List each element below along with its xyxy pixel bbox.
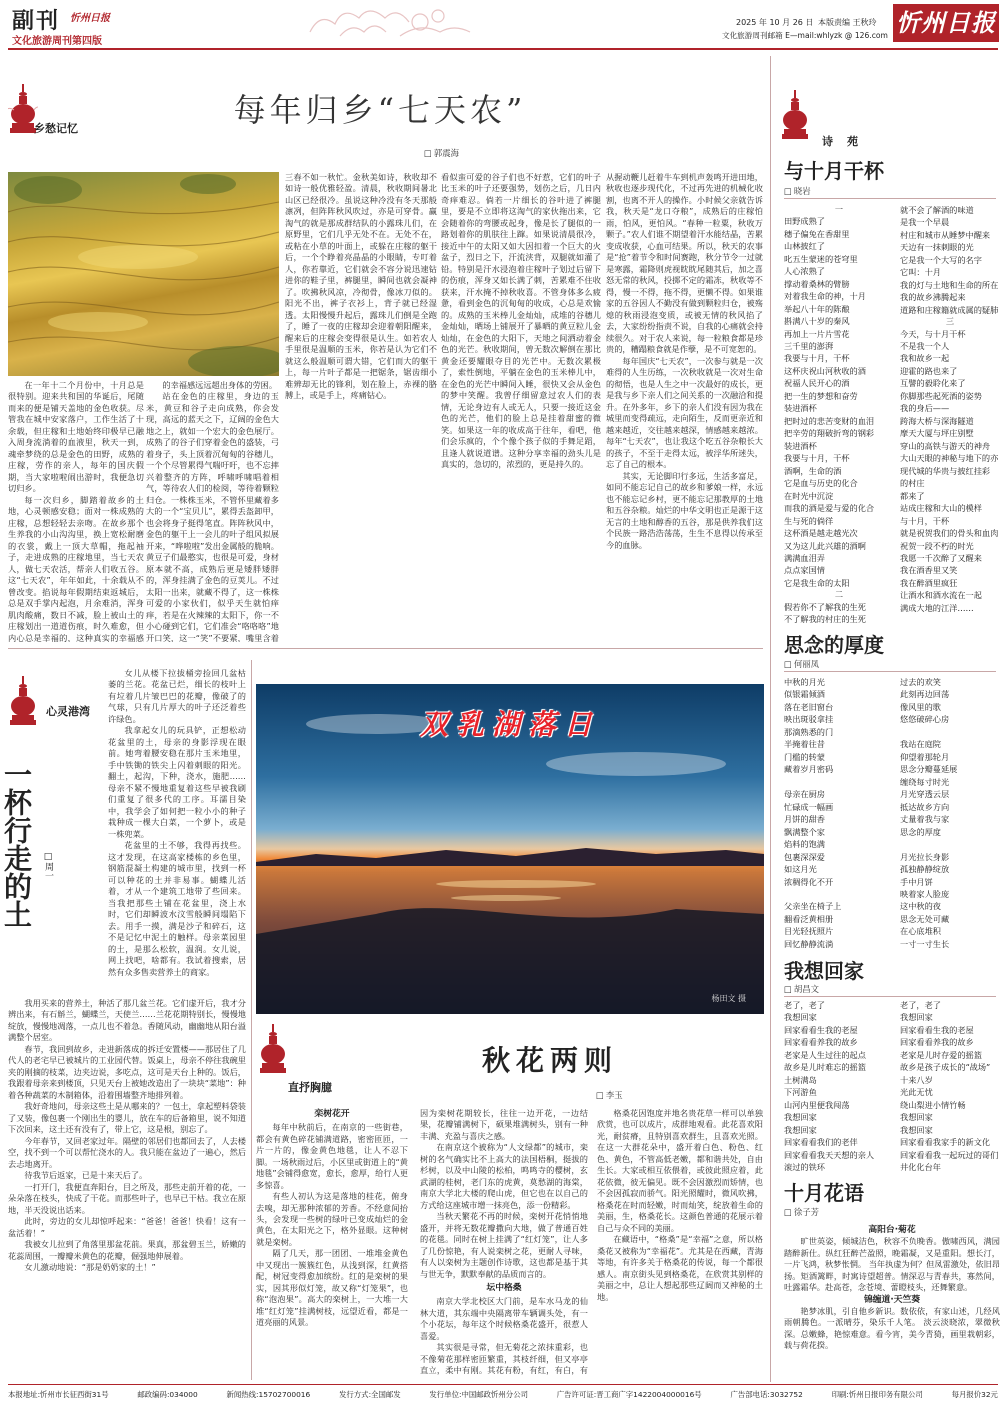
poem3-right-line: 井化化台年 bbox=[900, 1162, 941, 1173]
poem-title-ganbei: 与十月干杯 bbox=[784, 159, 884, 183]
zhizhi-para-2-1: 南京大学北校区大门前，是车水马龙的仙林大道，其东端中央隔离带车辆调头处，有一个小花坛，每年这个时候格桑花盛开，很惹人喜爱。 bbox=[420, 1296, 588, 1341]
poem1-left-line: 对着我生命的神，十月 bbox=[784, 291, 866, 302]
poem1-left-line: 又为这儿此兴雄的酒啊 bbox=[784, 540, 866, 551]
poem2-left-line: 翻看泛黄相册 bbox=[784, 913, 834, 924]
poem2-left-line: 半掩着往昔 bbox=[784, 739, 825, 750]
poem3-left-line: 土树满岛 bbox=[784, 1074, 817, 1085]
xinling-para-4: 我用买来的营养土，种活了那几盆兰花。它们虚开后，我才分辨出来，有石斛兰，蝴蝶兰，天使兰……兰花花期特别长，慢慢地绽放，慢慢地凋落，一点儿也不着急。香随风动，幽幽地从阳台溢满整个居室。 bbox=[8, 998, 246, 1043]
poem1-right3-line: 不是我一个人 bbox=[900, 341, 950, 351]
poem3-right-line: 回家看看我家手的新文化 bbox=[900, 1137, 991, 1148]
poem1-right3-line: 你脚那些起死酒的姿势 bbox=[900, 390, 982, 401]
poem2-left-line: 映出斑驳拿挂 bbox=[784, 714, 834, 725]
poem2-left-line: 回忆静静流淌 bbox=[784, 938, 834, 949]
xinling-para-10: 一打开门，我便直奔阳台，目之所及，那些走前开着的花，一朵朵落在枝头，快成了干花。而那些叶子，也早已干枯。我立在原地，半天没说出话来。 bbox=[8, 1181, 246, 1215]
poem-author-ganbei: □ 晓岩 bbox=[784, 186, 811, 198]
poem1-right3-line: 今天，与十月干杯 bbox=[900, 328, 966, 339]
poem1-right3-line: 祝贺一段不朽的时光 bbox=[900, 540, 974, 551]
footer-item: 邮政编码:034000 bbox=[137, 1390, 198, 1399]
poem3-left-line: 回家看看我们的老伴 bbox=[784, 1137, 858, 1148]
zhizhi-para-1-3: 隔了几天，那一团团、一堆堆金黄色中又现出一簇簇红色，从浅到深，红黄搭配，树冠变得愈加缤纷。红的是栾树的果实，因其形似灯笼，故又称“灯笼果”，也称“泡泡果”。高大的栾树上，一大堆一大堆“红灯笼”挂满树枝，远望近看，都是一道亮丽的风景。 bbox=[256, 1248, 408, 1328]
poem2-right-line: 映着家人脸庞 bbox=[900, 888, 950, 899]
poem2-right-line: 孤独静静绽放 bbox=[900, 864, 950, 875]
issue-date: 2025 年 10 月 26 日 bbox=[736, 18, 814, 27]
poem1-right-line: 道路和庄稼籍就成属的疑肺 bbox=[900, 304, 999, 315]
poem2-right-line: 这中秋的夜 bbox=[900, 901, 941, 912]
poem-author-huijia: □ 胡昌文 bbox=[784, 984, 819, 996]
poem2-right-line: 一寸一寸生长 bbox=[900, 938, 950, 949]
poem1-left-line: 再加上一片片雪花 bbox=[784, 328, 850, 339]
xiangchou-para-3b: 三春不如一秋忙。金秋美如诗，秋收却不如诗一般优雅轻盈。清晨，秋收期间暑北山区已经很冷。虽说这种冷没有冬天那般凛冽，但阵阵秋风吹过，亦是可穿骨。赢淘气的就是那成群结队的小露珠儿们，在原野里，它们几乎无处不在。无处不在，或粘在小草的叶面上，或躲在庄稼的躯干后，一个个睁着亮晶晶的小眼睛，专叮着人，你若靠近，它们就会不容分说迅速钻进你的鞋子里，裤腿里，瞬间也就会凝神了。吹拂秋风凉，冷彻骨，像冰刀似的。阳光不出，裤子衣衫上，背子就已经湿透。太阳慢慢升起后，露珠儿们倒是全跑了，睡了一夜的庄稼却会迎着朝阳醒来，醒来后的庄稼会变得很是认生。如若农人手里很是温顺的玉米，你若是认为它们不就这么般温顺可谓大错，它们而大的躯干上，每一片叶子都是一把锯条，锯齿细小难辨却无比的锋利，划在脸上，赤裸的胳膊上，或是手上，疼痛钻心。 bbox=[285, 172, 437, 401]
footer-item: 发行单位:中国邮政忻州分公司 bbox=[429, 1390, 528, 1399]
poem1-right-line: 我的故乡沸腾起来 bbox=[900, 292, 966, 303]
zhizhi-para-2-3: 格桑花因饱度并地名贵花草一样可以单独欣赏，也可以成片，成群地观看。此花喜欢阳光，耐贫瘠，且特别喜欢群生，且喜欢光照。在这一大群花朵中，盛开着白色、粉色、红色、黄色，不管高低老嫩，都和谐共处，自由生长。大家或相互依偎着，或彼此照应着，此花依微，彼无偏见。既不会因激烈而矫情，也不会因孤寂而骄气。阳光照耀时，微风吹拂，格桑花在时而轻嫩，时而灿笑，绽放着生命的美丽，生，格桑花长。这颜色普通的花展示着自己与众不同的美丽。 bbox=[597, 1108, 763, 1233]
poem2-right-line: 月光穿透云层 bbox=[900, 789, 950, 800]
poem2-left-line: 藏着岁月密码 bbox=[784, 764, 834, 775]
poem1-right3-line: 我愿一千次醉了又醒来 bbox=[900, 552, 982, 563]
xinling-para-5: 春节，我回到故乡，走进新落成的拆迁安置楼——那居住了几代人的老宅早已被城片的工业园代替。饭桌上，母亲不停往我碗里夹的刚摘的枝菜，边夹边说，多吃点，这可是天台上种的。饭后，我跟着母亲来到楼顶，只见天台上被她改造出了一块块“菜地”：种着各种蔬菜的木制箱体，沿着围墙整齐地排列着。 bbox=[8, 1043, 246, 1100]
poem1-left-line: 这杯酒是越走越光次 bbox=[784, 528, 858, 539]
poem3-left-line: 我想回家 bbox=[784, 1124, 817, 1135]
divider-right-vertical bbox=[770, 56, 771, 1382]
xinling-para-8: 今年春节，又回老家过年。隔壁的邻居们也都回去了，人去楼空，找不到一个可以帮忙浇水的人。我只能在盆边了一遍心，然后去忐地离开。 bbox=[8, 1135, 246, 1169]
xiangchou-para-2b: 的幸福感远远超出身体的劳困。 bbox=[162, 380, 278, 390]
poem3-left-line: 老了，老了 bbox=[784, 1000, 825, 1010]
poem2-left-line: 包裹深深爱 bbox=[784, 851, 825, 862]
poem3-right-line: 我想回家 bbox=[900, 1124, 933, 1135]
poem2-left-line: 中秋的月光 bbox=[784, 677, 825, 687]
poem4-sub-2: 锦缠道·天竺葵 bbox=[863, 1294, 921, 1305]
poem1-right3-line: 就是祝贺我们的骨头和血肉 bbox=[900, 528, 999, 539]
poem1-right3-line: 让酒水和酒水流在一起 bbox=[900, 590, 982, 601]
poem1-right3-line: 站成庄稼和大山的模样 bbox=[900, 503, 982, 514]
divider-middle-vertical bbox=[251, 660, 252, 1380]
poem2-right-line: 思念的厚度 bbox=[900, 826, 941, 837]
masthead-rule bbox=[8, 48, 998, 50]
poem1-right-line: 村庄和城市从睡梦中醒来 bbox=[900, 229, 991, 240]
byline-xinling: □周一 bbox=[43, 852, 53, 880]
poem1-right3-line: 的村庄 bbox=[900, 478, 925, 489]
xinling-para-2: 我拿起女儿的玩具铲，正想松动花盆里的土，母亲的身影浮现在眼前。她弯着腰安稳在那片玉米地里，手中铁锄的铁尖上闪着刺眼的阳光。翻土，起沟，下种，浇水，施肥……母亲不紧不慢地重复着这些早被我刷们重复了很多代的工序。耳濡目染中，我学会了如何把一粒小小的种子栽种成一棵大白菜，一个萝卜，或是一株兜菜。 bbox=[108, 725, 246, 839]
poem2-right-line: 月光拉长身影 bbox=[900, 851, 950, 862]
poem3-right-line: 光此无忧 bbox=[900, 1087, 933, 1098]
poem2-right-line: 仰望着那轮月 bbox=[900, 751, 950, 762]
poem1-section-3: 三 bbox=[945, 316, 955, 327]
xinling-para-1: 女儿从楼下拉拔桶旁捡回几盆枯萎的兰花。花盆已烂，细长的枝叶上有垃着几片皱巴巴的花瓣，像破了的气球，只有几片厚大的叶子还泛着些许绿色。 bbox=[108, 668, 246, 724]
xiangchou-para-1: 在一年十二个月份中，十月总是很特别。迎来共和国的华诞后，尾随而来的便是铺天盖地的金色收获。尽管我在城中安家落户，工作生活了十余载，但庄稼和土地始终印极早已融入周身流淌着的血液里，秋天一到，魂牵梦绕的总是金色的田野，成熟的庄稼，劳作的亲人，每年的国庆假期，当大家啦啦闹出游时，我便急切切归乡。 bbox=[8, 380, 144, 494]
paper-name-small: 忻州日报 bbox=[70, 13, 110, 24]
xinling-para-6: 我好奇地问，母亲这些土是从哪来的？一包土，拿起塑料袋装了又装，像包裹一个刚出生的婴儿，放在车的后备箱里，说不知道下次回来，这土还有没有了，带上它，这是根，别忘了。 bbox=[8, 1101, 246, 1135]
poem3-left-line: 回家看看生我的老屋 bbox=[784, 1024, 858, 1035]
poem1-left-line: 把时过的悲苦变财的血泪 bbox=[784, 415, 875, 426]
newspaper-logo: 忻州日报 bbox=[893, 4, 999, 42]
poem1-left-line: 在时光中沉淀 bbox=[784, 490, 834, 501]
xiangchou-col-4 bbox=[441, 172, 601, 642]
poem1-right3-line: 摩天大厦与坪庄别墅 bbox=[900, 428, 974, 439]
poem2-right-line: 丈量着我与家 bbox=[900, 814, 950, 825]
xiangchou-para-3: 站在金色的庄稼里，身边的玉米，黄豆和谷子走向成熟，你会发现，高远的蓝天之下，辽阔的金色大地之上，就如一个宏大的金色展厅。成熟了的谷子们穿着金色的盛装，弓着身子，头上顶着沉甸甸的谷穗儿，一个个尽管累得气喘吁吁，也不忘摔兴着整齐的方阵，呼啸呼啸唱着相气，等待农人们的检阅，等待着颗粒归仓。一株株玉米，不管怀里藏着多大的一个“宝贝儿”，累得丢盔卸甲，也会将身子挺得笔直。阵阵秋风中，金色的躯干上一会儿的叶子组风拟展开来，“哗啦啦”发出金属般的脆响。黄豆子们最憨实，也很是可爱，身材原本就不高，成熟后更是矮胖矮胖的，浑身挂满了金色的豆荚儿。不过太阳一出来，就藏不得了，这一株株可爱的小家伙们，似乎天生就怕痒痒，若是在火辣辣的太阳下，你一不小心碰到它们，它们准会“咯咯咯”地开口笑，这一“笑”不要紧，嘴里含着 bbox=[146, 391, 279, 642]
poem1-right3-line: 迎霍的路也来了 bbox=[900, 365, 958, 376]
poem1-left-line: 把辛劳的翔破折弯的钢彩 bbox=[784, 428, 875, 439]
zhizhi-para-2-2: 其实很是寻常，但无菊花之浓抹重彩，也不像菊花那样密匝繁重，其枝纤细，但又亭亭直立，柔中有刚。其花有粉，有红，有白，有 bbox=[420, 1342, 588, 1376]
poem-title-huayu: 十月花语 bbox=[784, 1181, 864, 1205]
poem-author-sinian: □ 何丽凤 bbox=[784, 659, 819, 671]
poem1-right-line: 天边有一抹刺眼的光 bbox=[900, 242, 974, 253]
stupa-icon-shiyuan bbox=[780, 90, 810, 142]
poem1-left2-line: 不了解我的村庄的生死 bbox=[784, 614, 866, 625]
poem2-left-line: 飘满整个家 bbox=[784, 826, 825, 837]
poem1-left-line: 这杯庆祝山河秋收的酒 bbox=[784, 365, 866, 376]
poem2-right-line: 抵达故乡方向 bbox=[900, 801, 950, 812]
poem2-right-line: 过去的欢笑 bbox=[900, 677, 941, 687]
article-title-xinling: 一杯行走的土 bbox=[0, 760, 33, 928]
poem3-right-line: 十来八岁 bbox=[900, 1074, 933, 1085]
poem1-section-2: 二 bbox=[834, 589, 844, 600]
divider-top-horizontal bbox=[8, 648, 763, 649]
poem4-text-2: 艳梦冰肌，引自他乡新识。数依依，有家山述，几经风雨朝腾色。一派晴芬，染乐千人笔。 淡云淡晓浓，翠微秋深。总嫩蜂，艳惊难意。看今宵，美今青猗，画里栽朝彩，载与荷花揆。 bbox=[784, 1305, 1000, 1351]
poem3-left-line: 回家看看我天天想的亲人 bbox=[784, 1149, 875, 1160]
xinling-para-3: 花盆里的土不够，我得再找些。这才发现，在这高家楼栋的乡色里，钢筋混凝土构建的城市里，找到一杯可以种花的土并非易事。蝴蝶儿活着，才从一个建筑工地带了些回来。当我把那些土铺在花盆里，浇上水时，它们却瞬波水汶雪般瞬间塌陷下去。用手一摸，满是沙子和碎石，这不是记忆中泥土的触样。母亲菜园里的土，是那么松软，温润。女儿说，网上找吧，啥都有。我试着搜索，居然有众多售卖营养土的商家。 bbox=[108, 840, 246, 977]
zhizhi-para-2-4: 在藏语中，“格桑”是“幸福”之意，所以格桑花又被称为“幸福花”。尤其是在西藏，青海等地，有许多关于格桑花的传说，每一个都很感人。南京街头见到格桑花，在欣赏其别样的美丽之中，总让人想起那些辽阔而又神秘的土地。 bbox=[597, 1234, 763, 1302]
poem2-underline bbox=[784, 671, 996, 672]
poem1-left-line: 山林披红了 bbox=[784, 241, 825, 252]
poem1-left-line: 点点家国情 bbox=[784, 565, 825, 576]
photo-terraces-graphic bbox=[8, 172, 279, 376]
poem2-left-line: 焰料的饱满 bbox=[784, 839, 825, 850]
poem2-right-line: 思念分瓣蔓延展 bbox=[900, 764, 958, 775]
poem2-right-line: 我站在庭院 bbox=[900, 739, 941, 750]
poem3-right-line: 回家看看我一起玩过的哥们 bbox=[900, 1149, 999, 1160]
poem3-underline bbox=[784, 996, 996, 997]
xiangchou-col-2 bbox=[146, 380, 279, 642]
xiangchou-para-4: 看似蛮可爱的谷子们也不好惹，它们的叶子比玉米的叶子还要强势，划伤之后，几日内奇痒难忍。倘若一片细长的谷叶进了裤腿里，要是不立即将这淘气的家伙拖出来，它会随着你的弯腰或起身，像是长了腿似的一路划着你的肌肤往上蹿。如果说清晨很冷，接近中午的太阳又如大因扣着一个巨大的火盆子，烈日之下，汗流浃背，双腿就如灌了铅。特别是汗水浸泡着庄稼叶子划过后留下的伤痕，浑身又如长满了刺，苦累难不住收获来，汗水掩不掉秋收喜。不管身体多么疲惫，看到金色的沉甸甸的收成，心总是欢愉的。成熟的玉米棒儿金灿灿，成堆的谷穗儿金灿灿，晒场上铺展开了暴晒的黄豆粒儿金灿灿，在金色的大阳下，天地之间洒动着金色的光芒。秋收期间，曾无数次解倒在那比黄金还要耀眼夺目的光芒中。无数次累极了，索性倒地，平躺在金色的玉米棒儿中，在金色的光芒中瞬间入睡，很快又会从金色的梦中笑醒。我曾仔细留意过农人们的表情，无论身边有人或无人，只要一接近这金色的光芒，他们的脸上总是挂着甜蜜的微笑。如果这一年的收成高于往年，看吧，他们会乐疯的，个个像个孩子似的手舞足蹈，且逢人就说道谱。这种分享幸福的劲头儿是真实的，急切的，浓烈的，更是持久的。 bbox=[441, 172, 601, 470]
xiangchou-para-2: 每一次归乡，脚踏着故乡的土地，心灵顿感安稳；面对一株成熟的庄稼，总想轻轻去亲吻。在故乡那个生养我的小山沟沟里，换上宽松耐磨的衣裳，戴上一顶大草帽，拖起袖子，走进成熟的庄稼地里，当七天农人，做七天农活，帮亲人们收五谷。这“七天农”，年年如此，十余载从不曾改变。掐说每年假期结束返城后，总是双手掌内起泡，月余难消，浑身肌肉酸痛，数日不减，脸上被山土的庄稼划出一道道伤痕，时久难愈，但内心总是幸福的，这种真实的幸福感 bbox=[8, 494, 144, 642]
poem1-right3-line: 我在醉酒里疯狂 bbox=[900, 577, 958, 588]
poem3-left-line: 故乡是儿时难忘的摇篮 bbox=[784, 1062, 866, 1073]
poem1-right3-line: 大山天眼的神秘与地下的亦 bbox=[900, 453, 999, 464]
poem1-right3-line: 我在酒香里又笑 bbox=[900, 565, 958, 576]
poem1-right3-line: 跨海大桥与深海隧道 bbox=[900, 415, 974, 426]
poem1-left-line: 酒啊，生命的酒 bbox=[784, 465, 842, 476]
byline-zhizhi: □ 李玉 bbox=[596, 1090, 623, 1102]
zhizhi-para-1-1: 每年中秋前后，在南京的一些街巷，都会有黄色碎花铺满道路，密密匝匝，一片一片的，像金黄色地毯，让人不忍下脚。一场秋雨过后，小区里或街道上的“黄地毯”会铺得愈宽，愈长，愈厚，给行人更多惊喜。 bbox=[256, 1122, 408, 1190]
poem1-right-line: 它是我一个大写的名字 bbox=[900, 254, 982, 265]
photo-harvest-fields bbox=[8, 172, 279, 376]
cloud-ornament-icon bbox=[300, 2, 480, 42]
poem2-right-line bbox=[900, 838, 1000, 850]
xiangchou-para-6: 每年国庆“七天农”，一次参与就是一次难得的人生历练，一次秋收就是一次对生命的彻悟，也是人生之中一次最好的成长，更是我与乡下亲人们之间关系的一次融洽和提升。在外多年，乡下的亲人们没有因为我在城里而变得疏远，走向陌生，反而更亲近和越来越近，交往越来越深，情感越来越浓。每年“七天农”，也让我这个吃五谷杂粮长大的孩子，不至于走得太远，被浮华所迷失，忘了自己的根本。 bbox=[606, 355, 763, 470]
poem1-left-line: 生与死的倘徉 bbox=[784, 515, 834, 526]
footer-item: 印刷:忻州日报印务有限公司 bbox=[831, 1390, 923, 1399]
poem1-left-line: 斟满八十岁的秦风 bbox=[784, 316, 850, 327]
xiangchou-col-1 bbox=[8, 380, 144, 642]
poem-underline bbox=[784, 198, 996, 199]
poem2-left-line: 似银霜倾酒 bbox=[784, 689, 825, 700]
poem3-left-line: 我想回家 bbox=[784, 1012, 817, 1023]
xiangchou-col-5 bbox=[606, 172, 763, 642]
xinling-para-9: 待我节后返家，已是十来天后了。 bbox=[24, 1170, 148, 1181]
poem2-right-line: 缠绕每寸时光 bbox=[900, 776, 950, 787]
poem1-right3-line: 满成大地的江洋…… bbox=[900, 602, 974, 613]
poem1-right3-line: 都来了 bbox=[900, 490, 925, 501]
footer-rule bbox=[8, 1384, 998, 1385]
poem2-right-line: 悠悠破碎心房 bbox=[900, 714, 950, 725]
poem2-right-col bbox=[900, 676, 1000, 950]
poem2-left-line: 忙碌成一幅画 bbox=[784, 801, 834, 812]
poem4-text-1: 旷世英姿，倾城洁色，秋容不负晚香。傲啸西风，满园踏醉新仕。纵红狂醉芒盈照，晚霜凝，又是重阳。想长汀，一片飞鸿，秋梦怅惘。 当年执虚为何？但凤雷激处，依旧昂扬。矩酒篱畔，时寓诗望超普。情深忍与青春共，寡然间，吐露霜华。赴高苍，念苍境、蕾瞪枝头，还舞繁意。 bbox=[784, 1236, 1000, 1293]
xinling-para-11: 此时，旁边的女儿却惊呼起来：“爸爸！爸爸！快看！这有一盆活着！” bbox=[8, 1216, 246, 1238]
zhizhi-col-1 bbox=[256, 1108, 408, 1376]
poem1-left-line: 祝福人民开心的酒 bbox=[784, 378, 850, 389]
poem1-section-1: 一 bbox=[834, 204, 844, 214]
poem1-left-line: 它是血与历史的化合 bbox=[784, 478, 858, 489]
poem3-right-line: 故乡是孩子成长的“战场” bbox=[900, 1062, 991, 1073]
poem1-left2-line: 假若你不了解我的生死 bbox=[784, 601, 866, 612]
poem1-left-line: 田野成熟了 bbox=[784, 216, 825, 227]
photo-title: 双乳湖落日 bbox=[419, 708, 600, 741]
poem1-right-col bbox=[900, 204, 1000, 614]
poem3-left-line: 山河内里便我闯荡 bbox=[784, 1099, 850, 1110]
footer-item: 本报地址:忻州市长征西街31号 bbox=[8, 1390, 109, 1399]
zhizhi-para-1-5: 在南京这个被称为“人文绿都”的城市，栾树的名气确实比不上高大的法国梧桐，挺拔的杉树，以及中山陵的松柏，鸣鸣寺的樱树，玄武湖的桂树，老门东的虎黄，莫愁湖的海棠，南京大学北大楼的爬山虎，但它也在以自己的方式给这座城市增一抹亮色，添一份精彩。 bbox=[420, 1142, 588, 1210]
xiangchou-para-5: 从握动鞭儿赶着牛车到机声轰鸣开进田地，秋收也逐步现代化，不过再先进的机械化收割，也离不开人的操作。小时候父亲就告诉我，秋天是“龙口夺粮”，成熟后的庄稼怕雨，怕风，更怕风。“春种一粒粟，秋收万颗子。”农人们谁不期望着汗水能结晶，苦累变成收获，心血可结果。所以，秋天的农事是“抢”着节令和时间赛跑，秋分节令一过就是寒露，霜降则虎视眈眈尾随其后，加之喜怒无常的秋风，投掷不定的霜冻，秋收等不得，慢一不得，拖不得，更懒不得。如果谁家的五谷因人不勤没有做到颗粒归仓，被殇熄的秋雨浸泡变质，或被无情的秋风掐了去，大家纷纷指责不说，自我的心痛就会持续很久。对于农人来说，每一粒粮食都是珍贵的，糟蹋粮食就是作孽，是不可宽恕的。 bbox=[606, 172, 763, 355]
poem1-left-line: 装进酒杯 bbox=[784, 440, 817, 451]
poem3-left-line: 老家是人生过往的起点 bbox=[784, 1049, 866, 1060]
section-tag-zhizhi: 直抒胸臆 bbox=[288, 1081, 332, 1094]
poem1-left-line: 而我的酒是爱与爱的化合 bbox=[784, 503, 875, 514]
poem2-left-line: 如这月光 bbox=[784, 864, 817, 875]
poem1-left-lines bbox=[784, 215, 894, 589]
photo-credit: 杨田文 摄 bbox=[711, 993, 746, 1003]
zhizhi-sub-2: 坛中格桑 bbox=[486, 1283, 522, 1294]
poem1-left2-lines bbox=[784, 601, 894, 626]
poem3-right-col bbox=[900, 999, 1000, 1174]
poem3-left-line: 下河游鱼 bbox=[784, 1087, 817, 1098]
footer-bar bbox=[8, 1390, 998, 1406]
xinling-upper-col bbox=[108, 668, 246, 996]
poem1-left-line: 人心浓熟了 bbox=[784, 266, 825, 277]
poem2-right-line bbox=[900, 726, 1000, 738]
poem3-right-line: 回家看看生我的老屋 bbox=[900, 1024, 974, 1035]
zhizhi-para-1-2: 有些人初认为这是落地的桂花，俯身去嗅，却无那种浓郁的芳香。不经意间抬头，会发现一些树的绿叶已变成灿烂的金黄色，在太阳光之下，格外显眼。这种树就是栾树。 bbox=[256, 1191, 408, 1247]
poem1-right3-line: 我和故乡一起 bbox=[900, 353, 950, 364]
poem1-left-line: 三千里的澎湃 bbox=[784, 341, 834, 351]
poem2-left-line: 母亲在厨房 bbox=[784, 789, 825, 800]
footer-item: 发行方式:全国邮发 bbox=[339, 1390, 401, 1399]
poem2-left-line: 浓稠得化不开 bbox=[784, 876, 834, 887]
zhizhi-sub-1: 栾树花开 bbox=[314, 1109, 350, 1119]
footer-item: 每月报价32元 bbox=[951, 1390, 998, 1399]
poem1-right3-line: 互譬的毅聆化来了 bbox=[900, 378, 966, 389]
zhizhi-col-2 bbox=[420, 1108, 588, 1376]
issue-editor: 本版责编 王秋玲 bbox=[818, 18, 877, 27]
poem1-right3-line: 我的身后—— bbox=[900, 403, 950, 414]
poem1-right3-line: 现代城的华贵与披红挂彩 bbox=[900, 465, 991, 476]
poem1-left-line: 举起八十年的陈酿 bbox=[784, 303, 850, 314]
byline-xinling-name: 周一 bbox=[43, 862, 53, 880]
poem1-left-col bbox=[784, 204, 894, 626]
poem1-right-line: 是我一个早晨 bbox=[900, 217, 950, 228]
xiangchou-para-7: 其实，无论脚印行多远，生活多富足，如同不能忘记自己的故乡和爹娘一样，永远也不能忘记乡村，更不能忘记那教厚的土地和五谷杂粮。灿烂的中华文明也正是源于这无言的土地和醇香的五谷，那是供养我们这个民族一路浩浩荡荡，生生不息得以传承至今的血脉。 bbox=[606, 470, 763, 550]
article-title-zhizhi: 秋花两则 bbox=[482, 1044, 619, 1077]
poem2-right-line: 在心底堆积 bbox=[900, 926, 941, 937]
poem-author-huayu: □ 徐子芳 bbox=[784, 1207, 819, 1219]
poem3-left-col bbox=[784, 999, 894, 1174]
poem1-left-line: 满满血泪弄 bbox=[784, 552, 825, 563]
poem3-right-line: 我想回家 bbox=[900, 1012, 933, 1023]
xiangchou-col-3 bbox=[285, 172, 437, 642]
poem1-left-line: 我要与十月，干杯 bbox=[784, 353, 850, 364]
section-tag-xinling: 心灵港湾 bbox=[46, 705, 90, 718]
poem2-left-line: 那滴熟悉的门 bbox=[784, 726, 834, 737]
poem-title-sinian: 思念的厚度 bbox=[784, 633, 884, 657]
poem3-right-line: 绕山梨进小情竹畅 bbox=[900, 1099, 966, 1110]
xinling-para-13: 女儿激动地说：“那是奶奶家的土！” bbox=[24, 1262, 156, 1273]
poem1-left-line: 它是我生命的太阳 bbox=[784, 577, 850, 588]
poem4-body bbox=[784, 1224, 1000, 1352]
xinling-lower-col bbox=[8, 998, 246, 1374]
stupa-icon-zhizhi bbox=[258, 1024, 288, 1076]
poem2-left-line bbox=[784, 888, 894, 900]
poem1-right-line: 它叫：十月 bbox=[900, 267, 941, 278]
poem2-left-line: 门槛的转蒙 bbox=[784, 751, 825, 762]
poem1-right3-lines bbox=[900, 328, 1000, 615]
poem3-right-line: 老家是儿时存爱的摇篮 bbox=[900, 1049, 982, 1060]
poem-title-huijia: 我想回家 bbox=[784, 959, 864, 983]
article-title-xiangchou: 每年归乡“七天农” bbox=[233, 91, 527, 129]
poem1-left-line: 撑动着桑林的臂膀 bbox=[784, 278, 850, 289]
stupa-icon-xinling bbox=[8, 676, 38, 728]
poem1-left-line: 把一生的梦想和奋劳 bbox=[784, 390, 858, 401]
zhizhi-para-1-4: 因为栾树花期较长，往往一边开花，一边结果，花瓣铺满树下，硕果堆满树头，别有一种丰满、充盈与喜庆之感。 bbox=[420, 1108, 588, 1141]
poem2-left-line: 目光轻抚照片 bbox=[784, 926, 834, 937]
masthead bbox=[0, 0, 1005, 48]
poem3-left-line: 我想回家 bbox=[784, 1112, 817, 1123]
poem3-left-line: 滚过的铁环 bbox=[784, 1162, 825, 1173]
poem3-left-line: 回家看看养我的故乡 bbox=[784, 1037, 858, 1048]
poem2-left-line: 父亲坐在椅子上 bbox=[784, 901, 842, 912]
section-tag-xiangchou: 乡愁记忆 bbox=[34, 122, 78, 135]
footer-item: 广告许可证:晋工商广字1422004000016号 bbox=[556, 1390, 702, 1399]
poem4-sub-1: 高阳台·菊花 bbox=[868, 1225, 916, 1235]
poem1-left-line: 穗子偏兔在香甜里 bbox=[784, 228, 850, 239]
section-tag-shiyuan: 诗苑 bbox=[822, 135, 872, 148]
poem1-right-line: 我的灯与土地和生命的所在 bbox=[900, 279, 999, 290]
poem2-left-col bbox=[784, 676, 894, 950]
poem2-right-line: 像风里的歌 bbox=[900, 701, 941, 712]
poem3-right-line: 老了，老了 bbox=[900, 1000, 941, 1010]
poem1-right3-line: 与十月，干杯 bbox=[900, 515, 950, 526]
zhizhi-col-3 bbox=[597, 1108, 763, 1376]
poem1-right-line: 就不会了解酒的味道 bbox=[900, 205, 974, 215]
photo-sunset-lake bbox=[256, 684, 764, 1014]
poem1-right3-line: 穿山的高铁与游天的神舟 bbox=[900, 440, 991, 451]
zhizhi-para-1-6: 当秋天繁花不再的时候，栾树开花悄悄地盛开，并将无数花瓣撒向大地，做了普通百姓的花毯。同时在树上挂满了“红灯笼”，让人多了几份惊艳，有人说栾树之花，更耐人寻味，有人以栾树为主题创作诗歌，这也都是基于其与世无争，默默奉献的品质而言的。 bbox=[420, 1211, 588, 1279]
poem2-left-line: 落在老旧窗台 bbox=[784, 701, 834, 712]
poem3-right-line: 我想回家 bbox=[900, 1112, 933, 1123]
byline-xiangchou: □ 郭震海 bbox=[424, 148, 459, 160]
footer-item: 广告部电话:3032752 bbox=[730, 1390, 803, 1399]
poem2-right-line: 此刻再边回荡 bbox=[900, 689, 950, 700]
xinling-para-12: 我被女儿拉到了角落里那盆花前。果真，那盆碧玉兰，娇嫩的花蕊周围，一瓣瓣米黄色的花瓣，倔强地伸展着。 bbox=[8, 1239, 246, 1261]
poem2-right-line: 思念无处可藏 bbox=[900, 913, 950, 924]
section-subtitle: 文化旅游周刊第四版 bbox=[12, 36, 102, 47]
issue-email: 文化旅游周刊邮箱 E—mail:whlyzk @ 126.com bbox=[722, 31, 888, 40]
poem1-left-line: 装进酒杯 bbox=[784, 403, 817, 414]
poem3-right-line: 回家看看养我的故乡 bbox=[900, 1037, 974, 1048]
poem2-left-line: 月饼的甜香 bbox=[784, 814, 825, 825]
poem1-left-line: 我要与十月，干杯 bbox=[784, 453, 850, 464]
poem1-left-line: 叱五生蒙迷的苍穹里 bbox=[784, 253, 858, 264]
poem1-right-lines bbox=[900, 204, 1000, 316]
poem2-right-line: 手中月饼 bbox=[900, 876, 933, 887]
section-name: 副刊 bbox=[12, 8, 61, 34]
poem2-left-line bbox=[784, 776, 894, 788]
footer-item: 新闻热线:15702700016 bbox=[226, 1390, 311, 1399]
